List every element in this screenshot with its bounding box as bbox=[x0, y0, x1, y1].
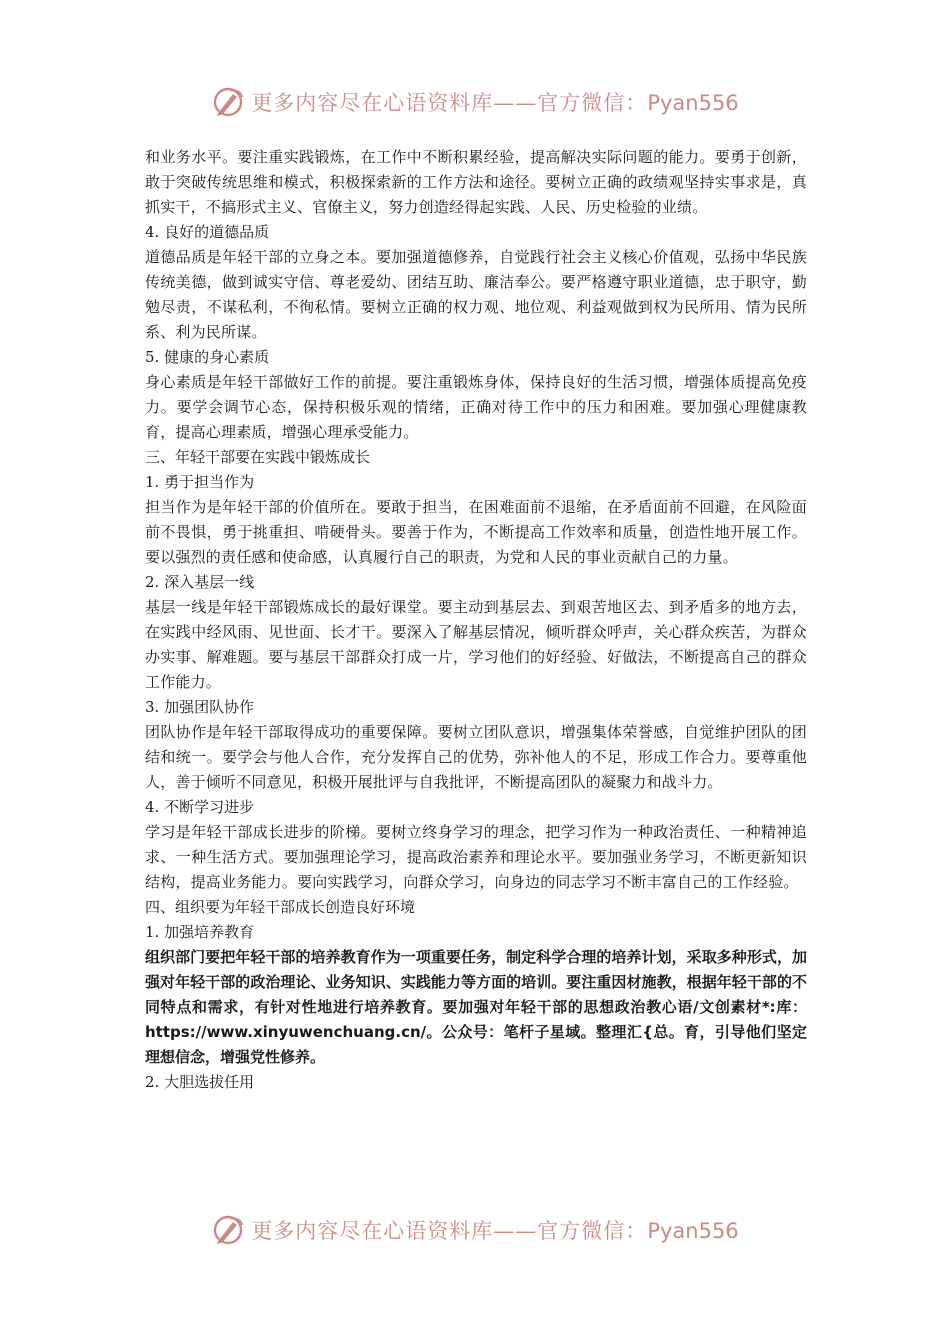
section-heading: 1. 勇于担当作为 bbox=[145, 473, 255, 491]
paragraph: 团队协作是年轻干部取得成功的重要保障。要树立团队意识，增强集体荣誉感，自觉维护团队的团结和统一。要学会与他人合作，充分发挥自己的优势，弥补他人的不足，形成工作合力。要尊重他人，善于倾听不同意见，积极开展批评与自我批评，不断提高团队的凝聚力和战斗力。 bbox=[145, 723, 807, 791]
paragraph-bold: 组织部门要把年轻干部的培养教育作为一项重要任务，制定科学合理的培养计划，采取多种形式，加强对年轻干部的政治理论、业务知识、实践能力等方面的培训。要注重因材施教，根据年轻干部的不同特点和需求，有针对性地进行培养教育。要加强对年轻干部的思想政治教心语/文创素材*:库：https://www.xinyuwenchuang.cn/。公众号：笔杆子星域。整理汇{总。育，引导他们坚定理想信念，增强党性修养。 bbox=[145, 948, 807, 1066]
section-heading: 四、组织要为年轻干部成长创造良好环境 bbox=[145, 898, 416, 916]
section-heading: 4. 良好的道德品质 bbox=[145, 223, 270, 241]
section-heading: 5. 健康的身心素质 bbox=[145, 348, 270, 366]
section-heading: 3. 加强团队协作 bbox=[145, 698, 255, 716]
paragraph: 学习是年轻干部成长进步的阶梯。要树立终身学习的理念，把学习作为一种政治责任、一种精神追求、一种生活方式。要加强理论学习，提高政治素养和理论水平。要加强业务学习，不断更新知识结构，提高业务能力。要向实践学习，向群众学习，向身边的同志学习不断丰富自己的工作经验。 bbox=[145, 823, 807, 891]
banner-text: 更多内容尽在心语资料库——官方微信：Pyan556 bbox=[251, 91, 739, 115]
document-body bbox=[145, 145, 807, 1095]
header-watermark-banner bbox=[0, 82, 950, 122]
paragraph: 道德品质是年轻干部的立身之本。要加强道德修养，自觉践行社会主义核心价值观，弘扬中华民族传统美德，做到诚实守信、尊老爱幼、团结互助、廉洁奉公。要严格遵守职业道德，忠于职守，勤勉尽责，不谋私利，不徇私情。要树立正确的权力观、地位观、利益观做到权为民所用、情为民所系、利为民所谋。 bbox=[145, 248, 807, 341]
wechat-id: Pyan556 bbox=[647, 1219, 739, 1243]
banner-text: 更多内容尽在心语资料库——官方微信：Pyan556 bbox=[251, 1219, 739, 1243]
section-heading: 4. 不断学习进步 bbox=[145, 798, 255, 816]
wechat-id: Pyan556 bbox=[647, 91, 739, 115]
section-heading: 三、年轻干部要在实践中锻炼成长 bbox=[145, 448, 371, 466]
paragraph: 基层一线是年轻干部锻炼成长的最好课堂。要主动到基层去、到艰苦地区去、到矛盾多的地方去，在实践中经风雨、见世面、长才干。要深入了解基层情况，倾听群众呼声，关心群众疾苦，为群众办实事、解难题。要与基层干部群众打成一片，学习他们的好经验、好做法，不断提高自己的群众工作能力。 bbox=[145, 598, 807, 691]
paragraph: 和业务水平。要注重实践锻炼，在工作中不断积累经验，提高解决实际问题的能力。要勇于创新，敢于突破传统思维和模式，积极探索新的工作方法和途径。要树立正确的政绩观坚持实事求是，真抓实干，不搞形式主义、官僚主义，努力创造经得起实践、人民、历史检验的业绩。 bbox=[145, 148, 807, 216]
section-heading: 1. 加强培养教育 bbox=[145, 923, 255, 941]
paragraph: 身心素质是年轻干部做好工作的前提。要注重锻炼身体，保持良好的生活习惯，增强体质提高免疫力。要学会调节心态，保持积极乐观的情绪，正确对待工作中的压力和困难。要加强心理健康教育，提高心理素质，增强心理承受能力。 bbox=[145, 373, 807, 441]
section-heading: 2. 深入基层一线 bbox=[145, 573, 255, 591]
pen-logo-icon bbox=[211, 85, 245, 119]
paragraph: 担当作为是年轻干部的价值所在。要敢于担当，在困难面前不退缩，在矛盾面前不回避，在风险面前不畏惧，勇于挑重担、啃硬骨头。要善于作为，不断提高工作效率和质量，创造性地开展工作。要以强烈的责任感和使命感，认真履行自己的职责，为党和人民的事业贡献自己的力量。 bbox=[145, 498, 807, 566]
section-heading: 2. 大胆选拔任用 bbox=[145, 1073, 255, 1091]
pen-logo-icon bbox=[211, 1213, 245, 1247]
footer-watermark-banner bbox=[0, 1210, 950, 1250]
